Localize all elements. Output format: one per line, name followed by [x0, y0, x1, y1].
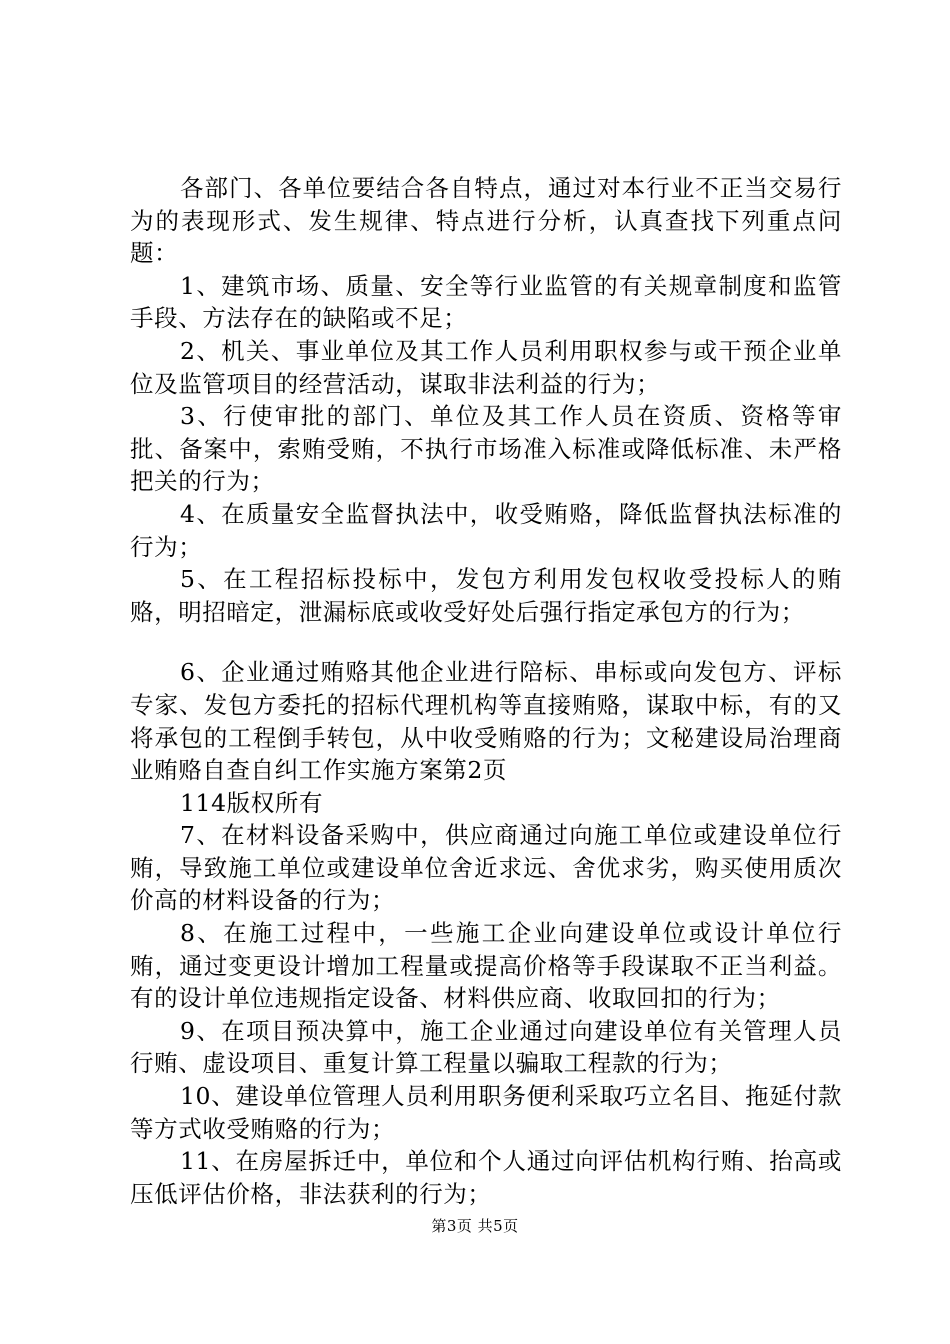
paragraph-intro: 各部门、各单位要结合各自特点，通过对本行业不正当交易行为的表现形式、发生规律、特点进行分析，认真查找下列重点问题：	[130, 174, 842, 268]
page-number-label: 第3页 共5页	[431, 1217, 519, 1235]
paragraph-item-7: 7、在材料设备采购中，供应商通过向施工单位或建设单位行贿，导致施工单位或建设单位舍近求远、舍优求劣，购买使用质次价高的材料设备的行为；	[130, 821, 842, 915]
document-body	[130, 172, 842, 1210]
paragraph-item-11: 11、在房屋拆迁中，单位和个人通过向评估机构行贿、抬高或压低评估价格，非法获利的行为；	[130, 1147, 842, 1208]
paragraph-item-10: 10、建设单位管理人员利用职务便利采取巧立名目、拖延付款等方式收受贿赂的行为；	[130, 1082, 842, 1143]
paragraph-item-8: 8、在施工过程中，一些施工企业向建设单位或设计单位行贿，通过变更设计增加工程量或提高价格等手段谋取不正当利益。有的设计单位违规指定设备、材料供应商、收取回扣的行为；	[130, 919, 842, 1013]
page-footer	[0, 1216, 950, 1236]
paragraph-item-1: 1、建筑市场、质量、安全等行业监管的有关规章制度和监管手段、方法存在的缺陷或不足；	[130, 271, 842, 333]
paragraph-item-5: 5、在工程招标投标中，发包方利用发包权收受投标人的贿赂，明招暗定，泄漏标底或收受好处后强行指定承包方的行为；	[130, 565, 842, 626]
paragraph-gap	[130, 628, 842, 656]
paragraph-item-4: 4、在质量安全监督执法中，收受贿赂，降低监督执法标准的行为；	[130, 499, 842, 561]
paragraph-item-2: 2、机关、事业单位及其工作人员利用职权参与或干预企业单位及监管项目的经营活动，谋取非法利益的行为；	[130, 336, 842, 398]
paragraph-item-6: 6、企业通过贿赂其他企业进行陪标、串标或向发包方、评标专家、发包方委托的招标代理机构等直接贿赂，谋取中标，有的又将承包的工程倒手转包，从中收受贿赂的行为；文秘建设局治理商业贿赂自查自纠工作实施方案第2页	[130, 658, 842, 785]
paragraph-item-3: 3、行使审批的部门、单位及其工作人员在资质、资格等审批、备案中，索贿受贿，不执行市场准入标准或降低标准、未严格把关的行为；	[130, 402, 842, 496]
paragraph-item-9: 9、在项目预决算中，施工企业通过向建设单位有关管理人员行贿、虚设项目、重复计算工程量以骗取工程款的行为；	[130, 1016, 842, 1078]
paragraph-copyright: 114版权所有	[180, 788, 324, 817]
